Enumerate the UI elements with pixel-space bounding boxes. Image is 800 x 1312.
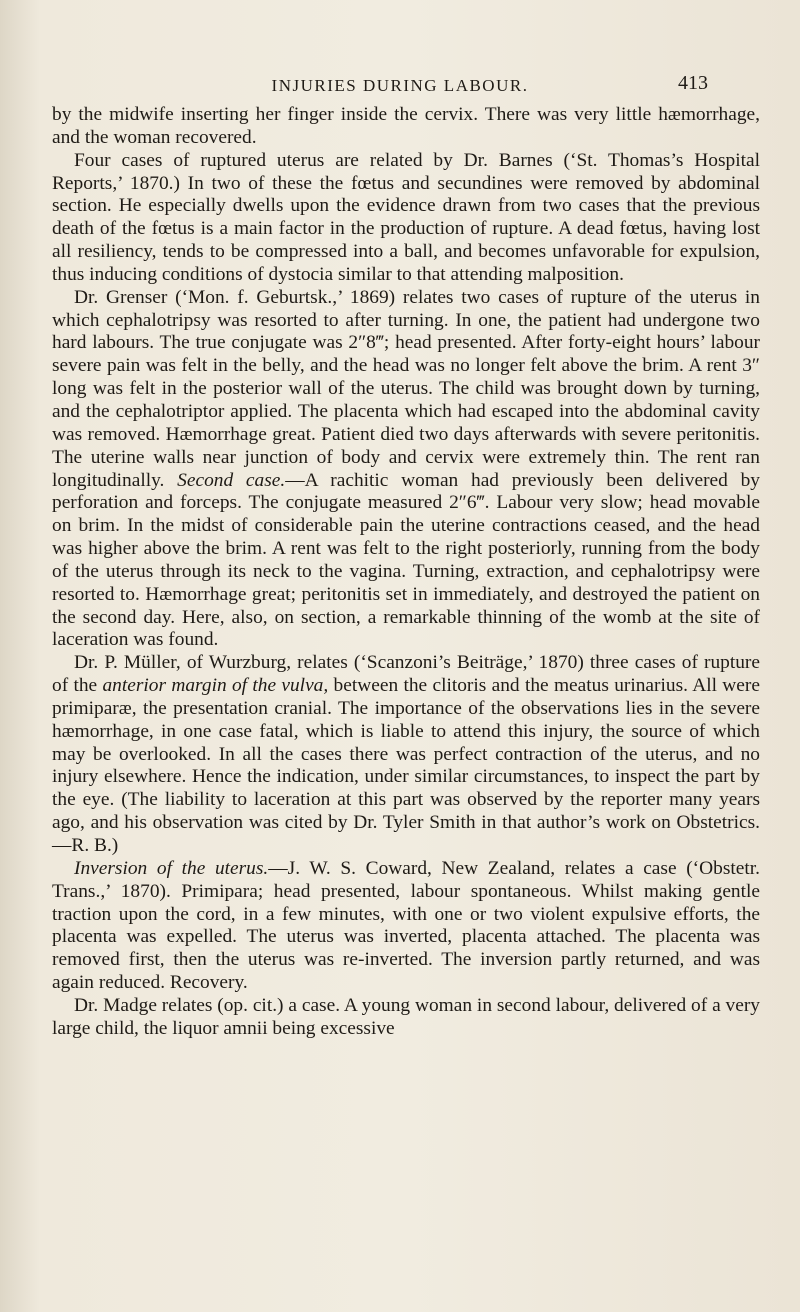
paragraph-madge: Dr. Madge relates (op. cit.) a case. A young woman in second labour, delivered of a very large child, the liquor amnii being excessive [52, 994, 760, 1039]
body-text [52, 104, 760, 1041]
anterior-margin-phrase: anterior margin of the vulva, [102, 675, 329, 697]
running-head: INJURIES DURING LABOUR. [271, 76, 529, 95]
second-case-heading: Second case. [177, 469, 286, 491]
paragraph-grenser: Dr. Grenser (‘Mon. f. Geburtsk.,’ 1869) relates two cases of rupture of the uterus in which cephalotripsy was resorted to after turning. In one, the patient had undergone two hard labours. The true conjugate was 2″8‴; head presented. After forty-eight hours’ labour severe pain was felt in the belly, and the head was no longer felt above the brim. A rent 3″ long was felt in the posterior wall of the uterus. The child was brought down by turning, and the cephalotriptor applied. The placenta which had escaped into the abdominal cavity was removed. Hæmorrhage great. Patient died two days afterwards with severe peritonitis. The uterine walls near junction of body and cervix were extremely thin. The rent ran longitudinally. Second case.—A rachitic woman had previously been delivered by perforation and forceps. The conjugate measured 2″6‴. Labour very slow; head movable on brim. In the midst of considerable pain the uterine contractions ceased, and the head was higher above the brim. A rent was felt to the right posteriorly, running from the body of the uterus through its neck to the vagina. Turning, extraction, and cephalotripsy were resorted to. Hæmorrhage great; peritonitis set in immediately, and destroyed the patient on the second day. Here, also, on section, a remarkable thinning of the womb at the site of laceration was found. [52, 286, 760, 651]
page-header [0, 72, 800, 98]
inversion-heading: Inversion of the uterus. [74, 857, 269, 879]
paragraph-inversion: Inversion of the uterus.—J. W. S. Coward, New Zealand, relates a case (‘Obstetr. Trans.,’ 1870). Primipara; head presented, labour spontaneous. Whilst making gentle traction upon the cord, in a few minutes, with one or two violent expulsive efforts, the placenta was expelled. The uterus was inverted, placenta attached. The placenta was removed first, then the uterus was re-inverted. The inversion partly returned, and was again reduced. Recovery. [52, 857, 760, 994]
page-number: 413 [678, 72, 708, 94]
paragraph-barnes: Four cases of ruptured uterus are related by Dr. Barnes (‘St. Thomas’s Hospital Reports,’ 1870.) In two of these the fœtus and secundines were removed by abdominal section. He especially dwells upon the evidence drawn from two cases that the previous death of the fœtus is a main factor in the production of rupture. A dead fœtus, having lost all resiliency, tends to be compressed into a ball, and becomes unfavorable for expulsion, thus inducing conditions of dystocia similar to that attending malposition. [52, 149, 760, 285]
paragraph-continuation: by the midwife inserting her finger inside the cervix. There was very little hæmorrhage, and the woman recovered. [52, 104, 760, 148]
paragraph-muller: Dr. P. Müller, of Wurzburg, relates (‘Scanzoni’s Beiträge,’ 1870) three cases of rupture of the anterior margin of the vulva, between the clitoris and the meatus urinarius. All were primiparæ, the presentation cranial. The importance of the observations lies in the severe hæmorrhage, in one case fatal, which is liable to attend this injury, the source of which may be overlooked. In all the cases there was perfect contraction of the uterus, and no injury elsewhere. Hence the indication, under similar circumstances, to inspect the part by the eye. (The liability to laceration at this part was observed by the reporter many years ago, and his observation was cited by Dr. Tyler Smith in that author’s work on Obstetrics.—R. B.) [52, 652, 760, 856]
